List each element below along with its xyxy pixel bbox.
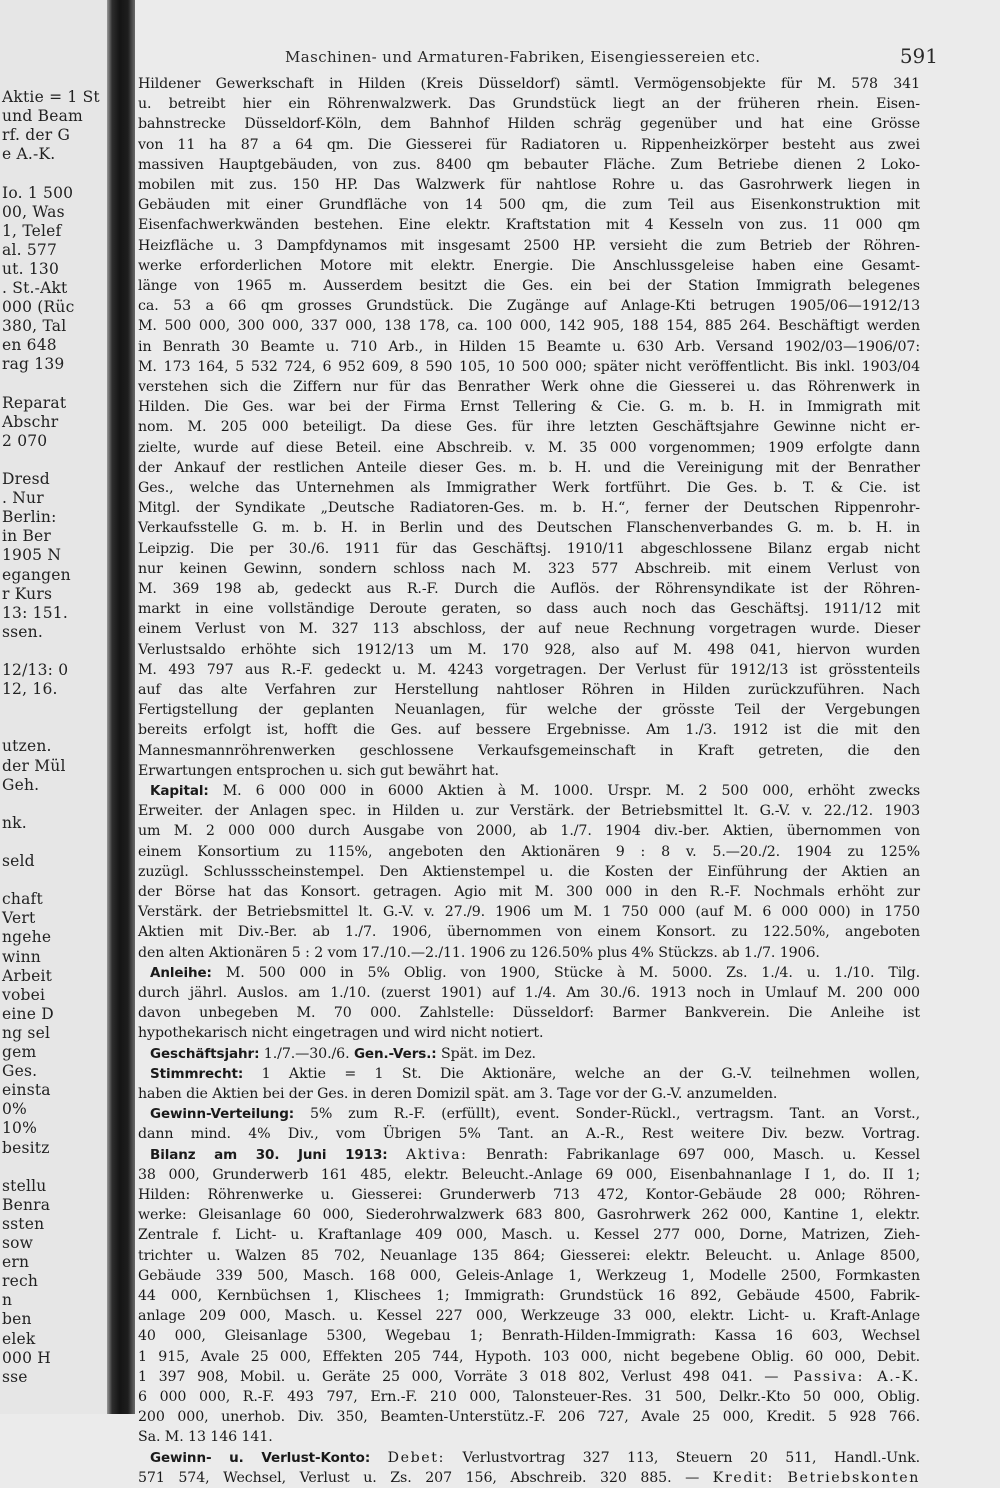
line-text: Eisenfachwerkwänden bestehen. Eine elektr. Kraftstation mit 4 Kesseln von zus. 11 000 qm — [138, 217, 920, 234]
line-text: 44 000, Kernbüchsen 1, Klischees 1; Immigrath: Grundstück 16 892, Gebäude 4500, Fabrik- — [138, 1288, 920, 1304]
line-text: der Ankauf der restlichen Anteile dieser Ges. m. b. H. und die Vereinigung mit der Benrather — [138, 459, 920, 476]
text-line — [138, 296, 920, 316]
passiva-label: — Passiva: A.-K. — [764, 1368, 921, 1385]
text-line — [138, 195, 920, 215]
left-fragment-line: . St.-Akt — [2, 279, 68, 297]
left-fragment-line: en 648 — [2, 336, 57, 355]
text-line — [138, 983, 920, 1003]
text-line — [138, 1407, 920, 1427]
line-text: Hildener Gewerkschaft in Hilden (Kreis Düsseldorf) sämtl. Vermögensobjekte für M. 578 341 — [138, 76, 920, 92]
left-fragment-line: Vert — [2, 909, 36, 928]
text-line — [138, 821, 920, 841]
line-text: Hilden. Die Ges. war bei der Firma Ernst Tellering & Cie. G. m. b. H. in Immigrath mit — [138, 399, 920, 416]
text-line — [138, 357, 920, 377]
left-fragment-line: ng sel — [2, 1023, 51, 1042]
left-fragment-line: Geh. — [2, 775, 40, 794]
page-body — [138, 74, 921, 1486]
line-text: 6 000 000, R.-F. 493 797, Ern.-F. 210 000, Talonsteuer-Res. 31 500, Delkr.-Kto 50 000, Oblig. — [138, 1389, 920, 1405]
gewinnverteilung-label: Gewinn-Verteilung: — [150, 1106, 295, 1123]
left-fragment-line: Berlin: — [2, 508, 57, 527]
text-line — [138, 256, 920, 276]
text-line — [138, 943, 920, 963]
text-line — [138, 801, 920, 821]
text-line — [138, 1225, 920, 1245]
left-fragment-line: winn — [2, 947, 41, 966]
aktiva-label: Aktiva: — [406, 1146, 468, 1163]
text-line — [138, 882, 920, 902]
line-text: M. 500 000, 300 000, 337 000, 138 178, ca. 100 000, 142 905, 188 154, 885 264. Beschäftigt werden — [138, 318, 920, 335]
line-text: hypothekarisch nicht eingetragen und wird nicht notiert. — [138, 1025, 544, 1042]
text-line — [138, 902, 920, 922]
line-text: 571 574, Wechsel, Verlust u. Zs. 207 156, Abschreib. 320 885. — — [138, 1469, 700, 1486]
line-text: Spät. im Dez. — [440, 1045, 536, 1062]
text-line — [138, 1124, 920, 1144]
text-line — [138, 1003, 920, 1023]
left-fragment-line: 2 070 — [2, 431, 48, 450]
text-line — [138, 236, 920, 256]
line-text: Mitgl. der Syndikate „Deutsche Radiatoren-Ges. m. b. H.“, ferner der Deutschen Rippenrohr- — [138, 500, 920, 517]
left-fragment-line: 00, Was — [2, 202, 65, 221]
text-line — [138, 1266, 920, 1286]
left-fragment-line: 10% — [2, 1119, 38, 1138]
text-line — [138, 1165, 920, 1185]
line-text: Ges., welche das Unternehmen als Immigrather Werk fortführt. Die Ges. b. T. & Cie. ist — [138, 480, 920, 496]
line-text: M. 173 164, 5 532 724, 6 952 609, 8 590 105, 10 500 000; später nicht veröffentlicht. Bis inkl. 1903/04 — [138, 358, 920, 375]
text-line — [138, 1064, 920, 1084]
left-fragment-line: sse — [2, 1367, 28, 1386]
text-line — [138, 114, 920, 134]
guv-label: Gewinn- u. Verlust-Konto: — [150, 1449, 371, 1466]
kredit-label: Kredit: — [712, 1469, 774, 1486]
text-line — [138, 478, 920, 498]
line-text: haben die Aktien bei der Ges. in deren Domizil spät. am 3. Tage vor der G.-V. anzumelden. — [138, 1086, 778, 1102]
text-line — [138, 1185, 920, 1205]
text-line — [138, 1286, 920, 1306]
line-text: zielte, wurde auf diese Beteil. eine Abschreib. v. M. 35 000 vorgenommen; 1909 erfolgte dann — [138, 439, 920, 456]
line-text: 1 397 908, Mobil. u. Geräte 25 000, Vorräte 3 018 802, Verlust 498 041. — [138, 1368, 753, 1385]
geschaeftsjahr-label: Geschäftsjahr: — [150, 1045, 260, 1062]
text-line — [138, 438, 920, 458]
text-line — [138, 1205, 920, 1225]
left-fragment-line: Benra — [2, 1195, 51, 1214]
line-text: Erweiter. der Anlagen spec. in Hilden u. zur Verstärk. der Betriebsmittel lt. G.-V. v. 22./12. 1903 — [138, 803, 920, 820]
left-fragment-line: ssen. — [2, 622, 43, 641]
text-line — [138, 862, 920, 882]
text-line — [138, 599, 920, 619]
text-line — [138, 74, 920, 94]
line-text: M. 493 797 aus R.-F. gedeckt u. M. 4243 vorgetragen. Der Verlust für 1912/13 ist grösstenteils — [138, 661, 920, 678]
text-line — [138, 215, 920, 235]
page-number: 591 — [899, 44, 938, 68]
line-text: Verlustsaldo erhöhte sich 1912/13 um M. 170 928, also auf M. 498 041, hiervon wurden — [138, 641, 920, 658]
line-text: 200 000, unerhob. Div. 350, Beamten-Unterstütz.-F. 206 727, Avale 25 000, Kredit. 5 928 766. — [138, 1409, 920, 1426]
text-line — [138, 922, 920, 942]
line-text: Aktien mit Div.-Ber. ab 1./7. 1906, übernommen von einem Konsort. zu 122.50%, angeboten — [138, 924, 920, 941]
line-text: bahnstrecke Düsseldorf-Köln, dem Bahnhof Hilden schräg gegenüber und hat eine Grösse — [138, 116, 920, 133]
left-fragment-line: Arbeit — [2, 966, 53, 985]
line-text: nom. M. 205 000 beteiligt. Da diese Ges. für ihre letzten Geschäftsjahre Gewinne nicht er- — [138, 419, 920, 436]
line-text: Leipzig. Die per 30./6. 1911 für das Geschäftsj. 1910/11 abgeschlossene Bilanz ergab nicht — [138, 540, 920, 557]
line-text: davon unbegeben M. 70 000. Zahlstelle: Düsseldorf: Barmer Bankverein. Die Anleihe ist — [138, 1005, 920, 1022]
text-line — [138, 458, 920, 478]
text-line — [138, 640, 920, 660]
running-head: Maschinen- und Armaturen-Fabriken, Eisengiessereien etc. — [285, 48, 761, 66]
line-text: einem Konsortium zu 115%, angeboten den Aktionären 9 : 8 v. 5.—20./2. 1904 zu 125% — [138, 843, 920, 860]
left-fragment-line: in Ber — [2, 527, 52, 546]
left-fragment-line: sow — [2, 1234, 34, 1252]
text-line — [138, 761, 920, 781]
left-fragment-line: rf. der G — [2, 126, 71, 145]
left-fragment-line: 1, Telef — [2, 221, 62, 240]
text-line — [138, 175, 920, 195]
left-fragment-line: . Nur — [2, 489, 44, 508]
text-line — [138, 619, 920, 639]
left-fragment-line: rag 139 — [2, 355, 65, 374]
text-line — [138, 1367, 920, 1387]
kapital-label: Kapital: — [150, 783, 209, 799]
line-text: der Börse hat das Konsort. getragen. Agio mit M. 300 000 in den R.-F. Nochmals erhöht zur — [138, 884, 920, 900]
text-line — [138, 1347, 920, 1367]
line-text: Erwartungen entsprochen u. sich gut bewährt hat. — [138, 762, 499, 779]
line-text: den alten Aktionären 5 : 2 vom 17./10.—2./11. 1906 zu 126.50% plus 4% Stückzs. ab 1./7. 1906. — [138, 944, 820, 961]
text-line — [138, 660, 920, 680]
line-text: werke erforderlichen Motore mit elektr. Energie. Die Anschlussgeleise haben eine Gesamt- — [138, 257, 920, 274]
stimmrecht-label: Stimmrecht: — [150, 1065, 244, 1082]
text-line — [138, 397, 920, 417]
left-fragment-line: ben — [2, 1310, 32, 1329]
line-text: ca. 53 a 66 qm grosses Grundstück. Die Zugänge auf Anlage-Kti betrugen 1905/06—1912/13 — [138, 298, 920, 315]
left-fragment-line: ern — [2, 1253, 30, 1272]
line-text: Gebäuden mit einer Grundfläche von 14 500 qm, die zum Teil aus Eisenkonstruktion mit — [138, 197, 920, 214]
left-fragment-line: e A.-K. — [2, 145, 56, 164]
line-text: einem Verlust von M. 327 113 abschloss, der auf neue Rechnung vorgetragen wurde. Dieser — [138, 621, 920, 638]
text-line — [138, 337, 920, 357]
line-text: trichter u. Walzen 85 702, Neuanlage 135 864; Giesserei: elektr. Beleucht. u. Anlage 8500, — [138, 1247, 920, 1264]
text-line — [138, 1448, 920, 1468]
left-fragment-line: Ges. — [2, 1062, 38, 1081]
text-line — [138, 135, 920, 155]
text-line — [138, 1326, 920, 1346]
left-fragment-line: 000 (Rüc — [2, 298, 75, 317]
text-line — [138, 94, 920, 114]
text-line — [138, 518, 920, 538]
line-text: von 11 ha 87 a 64 qm. Die Giesserei für Radiatoren u. Rippenheizkörper besteht aus zwei — [138, 136, 920, 153]
line-text: nur keinen Gewinn, sondern schloss nach M. 323 577 Abschreib. mit einem Verlust von — [138, 560, 920, 577]
left-fragment-line: Aktie = 1 St — [2, 88, 100, 106]
left-fragment-line: r Kurs — [2, 584, 53, 603]
left-fragment-line: stellu — [2, 1176, 47, 1195]
text-line — [138, 316, 920, 336]
line-text: Zentrale f. Licht- u. Kraftanlage 409 000, Masch. u. Kessel 277 000, Dorne, Matrizen, Zieh- — [138, 1227, 920, 1244]
left-page-fragment — [0, 0, 108, 1414]
left-fragment-line: chaft — [2, 890, 43, 909]
text-line — [138, 579, 920, 599]
anleihe-label: Anleihe: — [150, 964, 212, 981]
text-line — [138, 700, 920, 720]
text-line — [138, 1246, 920, 1266]
line-text: Verkaufsstelle G. m. b. H. in Berlin und des Deutschen Flanschenverbandes G. m. b. H. in — [138, 520, 920, 537]
line-text: mobilen mit zus. 150 HP. Das Walzwerk für nahtlose Rohre u. das Gasrohrwerk liegen in — [138, 177, 920, 193]
line-text: Mannesmannröhrenwerken geschlossene Verkaufsgemeinschaft in Kraft getreten, die den — [138, 742, 920, 759]
left-fragment-line: al. 577 — [2, 240, 58, 259]
line-text: 1 915, Avale 25 000, Effekten 205 744, Hypoth. 103 000, nicht begebene Oblig. 60 000, Debit. — [138, 1348, 920, 1365]
left-fragment-line: 380, Tal — [2, 317, 67, 336]
left-fragment-line: n — [2, 1291, 13, 1310]
text-line — [138, 1145, 920, 1165]
line-text: Heizfläche u. 3 Dampfdynamos mit insgesamt 2500 HP. versieht die zum Betrieb der Röhren- — [138, 237, 920, 254]
text-line — [138, 680, 920, 700]
line-text: verstehen sich die Ziffern nur für das Benrather Werk ohne die Giesserei u. das Röhrenwerk in — [138, 379, 920, 395]
debet-label: Debet: — [387, 1449, 445, 1466]
line-text: Fertigstellung der geplanten Neuanlagen, für welche der grösste Teil der Vergebungen — [138, 702, 920, 719]
text-line — [138, 155, 920, 175]
left-fragment-line: gem — [2, 1043, 37, 1061]
text-line — [138, 1306, 920, 1326]
line-text: 1./7.—30./6. — [263, 1045, 350, 1062]
left-fragment-line: utzen. — [2, 737, 52, 756]
text-line — [138, 842, 920, 862]
line-text: zuzügl. Schlussscheinstempel. Den Aktienstempel u. die Kosten der Einführung der Aktien an — [138, 863, 920, 880]
left-fragment-line: vobei — [2, 985, 46, 1004]
line-text: M. 500 000 in 5% Oblig. von 1900, Stücke à M. 5000. Zs. 1./4. u. 1./10. Tilg. — [225, 964, 920, 981]
text-line — [138, 417, 920, 437]
left-fragment-line: eine D — [2, 1004, 54, 1023]
text-line — [138, 1084, 920, 1104]
line-text: durch jährl. Auslos. am 1./10. (zuerst 1901) auf 1./4. Am 30./6. 1913 noch in Umlauf M. 200 000 — [138, 985, 920, 1001]
line-text: Benrath: Fabrikanlage 697 000, Masch. u. Kessel — [485, 1146, 920, 1163]
left-fragment-line: Io. 1 500 — [2, 183, 74, 202]
line-text: massiven Hauptgebäuden, von zus. 8400 qm bebauter Fläche. Zum Betriebe dienen 2 Loko- — [138, 156, 920, 173]
line-text: u. betreibt hier ein Röhrenwalzwerk. Das Grundstück liegt an der früheren rhein. Eisen- — [138, 96, 920, 113]
genvers-label: Gen.-Vers.: — [353, 1045, 437, 1062]
left-fragment-line: ssten — [2, 1214, 45, 1233]
left-fragment-line: nk. — [2, 813, 27, 832]
line-text: werke: Gleisanlage 60 000, Siederohrwalzwerk 683 800, Gasrohrwerk 262 000, Kantine 1, elektr. — [138, 1207, 920, 1224]
left-fragment-line: 1905 N — [2, 546, 62, 565]
text-line — [138, 1044, 920, 1064]
line-text: in Benrath 30 Beamte u. 710 Arb., in Hilden 15 Beamte u. 630 Arb. Versand 1902/03—1906/07: — [138, 338, 920, 355]
line-text: Sa. M. 13 146 141. — [138, 1429, 273, 1446]
page-header — [285, 44, 938, 72]
line-text: 5% zum R.-F. (erfüllt), event. Sonder-Rückl., vertragsm. Tant. an Vorst., — [309, 1106, 920, 1123]
left-fragment-line: 13: 151. — [2, 603, 68, 622]
left-fragment-line: 12, 16. — [2, 680, 58, 699]
left-fragment-line: seld — [2, 852, 35, 870]
line-text: um M. 2 000 000 durch Ausgabe von 2000, ab 1./7. 1904 div.-ber. Aktien, übernommen von — [138, 823, 920, 840]
line-text: 40 000, Gleisanlage 5300, Wegebau 1; Benrath-Hilden-Immigrath: Kassa 16 603, Wechsel — [138, 1328, 920, 1345]
left-fragment-line: der Mül — [2, 756, 66, 775]
left-fragment-line: egangen — [2, 565, 71, 584]
text-line — [138, 559, 920, 579]
line-text: Verstärk. der Betriebsmittel lt. G.-V. v. 27./9. 1906 um M. 1 750 000 (auf M. 6 000 000) in 1750 — [138, 904, 920, 921]
text-line — [138, 276, 920, 296]
text-line — [138, 741, 920, 761]
line-text: anlage 209 000, Masch. u. Kessel 227 000, Werkzeuge 33 000, elektr. Licht- u. Kraft-Anlage — [138, 1308, 920, 1325]
left-fragment-line: elek — [2, 1329, 36, 1348]
text-line — [138, 1468, 920, 1488]
left-fragment-line: 0% — [2, 1100, 27, 1119]
text-line — [138, 1427, 920, 1447]
text-line — [138, 377, 920, 397]
line-text: länge von 1965 m. Ausserdem besitzt die Ges. ein bei der Station Immigrath belegenes — [138, 278, 920, 294]
text-line — [138, 1387, 920, 1407]
line-text: M. 6 000 000 in 6000 Aktien à M. 1000. Urspr. M. 2 500 000, erhöht zwecks — [222, 783, 920, 799]
left-fragment-line: ut. 130 — [2, 259, 60, 278]
left-fragment-line: besitz — [2, 1138, 50, 1157]
left-fragment-line: rech — [2, 1272, 39, 1291]
bilanz-label: Bilanz am 30. Juni 1913: — [150, 1146, 388, 1163]
line-text: dann mind. 4% Div., vom Übrigen 5% Tant. an A.-R., Rest weitere Div. bezw. Vortrag. — [138, 1126, 920, 1143]
left-fragment-line: Dresd — [2, 470, 50, 488]
left-fragment-line: und Beam — [2, 107, 83, 126]
book-spine — [107, 0, 135, 1414]
line-text: markt in eine vollständige Deroute geraten, so dass auch noch das Geschäftsj. 1911/12 mit — [138, 601, 920, 618]
left-fragment-line: einsta — [2, 1081, 51, 1100]
text-line — [138, 963, 920, 983]
text-line — [138, 498, 920, 518]
left-fragment-line: Reparat — [2, 393, 67, 412]
left-fragment-line: ngehe — [2, 928, 52, 947]
line-text: 38 000, Grunderwerb 161 485, elektr. Beleucht.-Anlage 69 000, Eisenbahnanlage I 1, do. II 1; — [138, 1166, 920, 1183]
line-text: Hilden: Röhrenwerke u. Giesserei: Grunderwerb 713 472, Kontor-Gebäude 28 000; Röhren- — [138, 1187, 920, 1203]
left-fragment-line: Abschr — [2, 412, 59, 431]
line-text: Verlustvortrag 327 113, Steuern 20 511, Handl.-Unk. — [462, 1449, 920, 1466]
line-text: 1 Aktie = 1 St. Die Aktionäre, welche an der G.-V. teilnehmen wollen, — [261, 1065, 920, 1082]
text-line — [138, 720, 920, 740]
line-text: Betriebskonten — [787, 1469, 920, 1486]
text-line — [138, 781, 920, 801]
line-text: auf das alte Verfahren zur Herstellung nahtloser Röhren in Hilden zurückzuführen. Nach — [138, 682, 920, 698]
left-fragment-line: 12/13: 0 — [2, 661, 69, 679]
text-line — [138, 539, 920, 559]
line-text: M. 369 198 ab, gedeckt aus R.-F. Durch die Auflös. der Röhrensyndikate ist der Röhren- — [138, 581, 920, 597]
left-fragment-line: 000 H — [2, 1348, 52, 1367]
line-text: Gebäude 339 500, Masch. 168 000, Geleis-Anlage 1, Werkzeug 1, Modelle 2500, Formkasten — [138, 1267, 920, 1284]
line-text: bereits erfolgt ist, hofft die Ges. auf bessere Ergebnisse. Am 1./3. 1912 ist die mit den — [138, 722, 920, 739]
text-line — [138, 1104, 920, 1124]
text-line — [138, 1023, 920, 1043]
